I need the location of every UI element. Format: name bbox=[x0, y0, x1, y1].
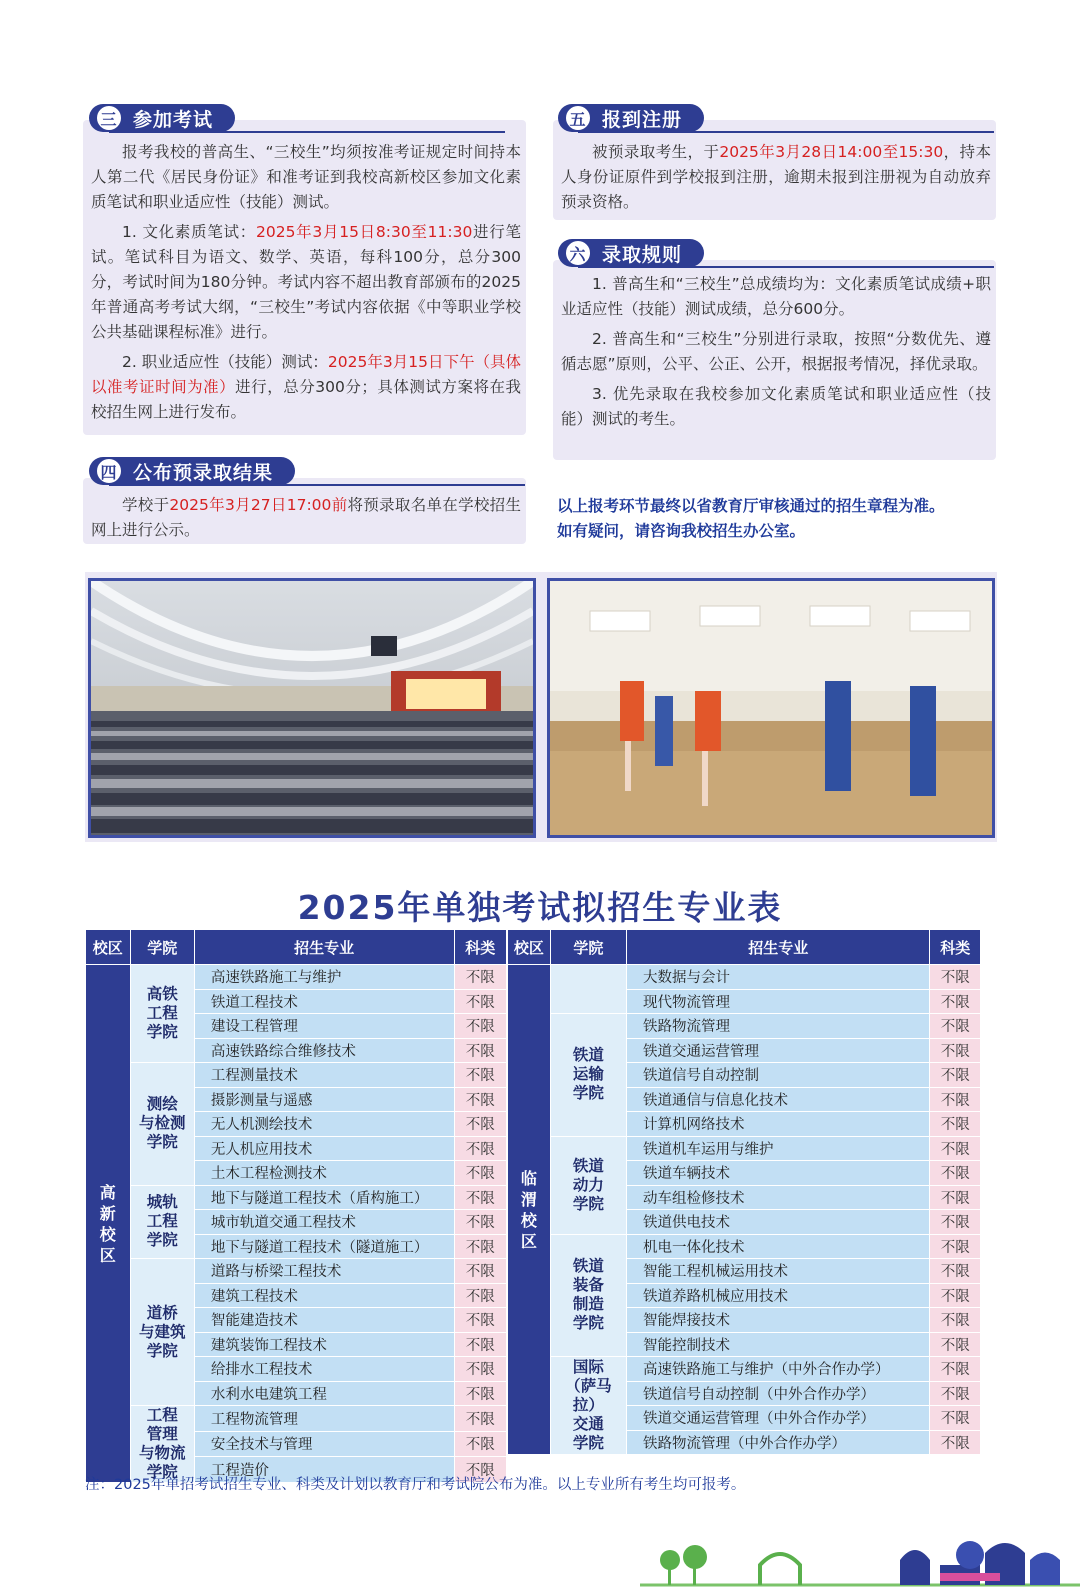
majors-table-right bbox=[507, 929, 981, 1455]
major-cell: 安全技术与管理 bbox=[194, 1431, 454, 1457]
header-kind: 科类 bbox=[454, 930, 506, 965]
major-cell: 无人机测绘技术 bbox=[194, 1112, 454, 1137]
major-cell: 铁道养路机械应用技术 bbox=[627, 1283, 930, 1308]
result-section-title bbox=[89, 456, 295, 486]
college-cell: 铁道 动力 学院 bbox=[550, 1136, 626, 1234]
major-cell: 铁道供电技术 bbox=[627, 1210, 930, 1235]
major-cell: 智能控制技术 bbox=[627, 1332, 930, 1357]
kind-cell: 不限 bbox=[454, 1210, 506, 1235]
major-cell: 智能工程机械运用技术 bbox=[627, 1259, 930, 1284]
section-title-text: 公布预录取结果 bbox=[133, 461, 274, 484]
majors-table-left bbox=[85, 929, 507, 1483]
table-row bbox=[86, 965, 507, 990]
kind-cell: 不限 bbox=[454, 1457, 506, 1483]
table-footnote: 注：2025年单招考试招生专业、科类及计划以教育厅和考试院公布为准。以上专业所有考生均可报考。 bbox=[85, 1477, 746, 1493]
college-cell: 铁道 运输 学院 bbox=[550, 1014, 626, 1137]
rules-paragraph-1: 1. 普高生和“三校生”总成绩均为：文化素质笔试成绩+职业适应性（技能）测试成绩，总分600分。 bbox=[561, 275, 991, 318]
kind-cell: 不限 bbox=[930, 1234, 981, 1259]
kind-cell: 不限 bbox=[930, 989, 981, 1014]
kind-cell: 不限 bbox=[930, 1381, 981, 1406]
major-cell: 给排水工程技术 bbox=[194, 1357, 454, 1382]
major-cell: 水利水电建筑工程 bbox=[194, 1381, 454, 1406]
contact-note-line-1: 以上报考环节最终以省教育厅审核通过的招生章程为准。 bbox=[557, 497, 945, 515]
table-row bbox=[86, 1259, 507, 1284]
major-cell: 土木工程检测技术 bbox=[194, 1161, 454, 1186]
exam-paragraph-skill: 2. 职业适应性（技能）测试：2025年3月15日下午（具体以准考证时间为准）进行，总分300分；具体测试方案将在我校招生网上进行发布。 bbox=[91, 353, 521, 421]
table-row bbox=[86, 1185, 507, 1210]
header-major: 招生专业 bbox=[194, 930, 454, 965]
major-cell: 建设工程管理 bbox=[194, 1014, 454, 1039]
kind-cell: 不限 bbox=[930, 1014, 981, 1039]
kind-cell: 不限 bbox=[930, 1087, 981, 1112]
exam-paragraph-written: 1. 文化素质笔试：2025年3月15日8:30至11:30进行笔试。笔试科目为语文、数学、英语，每科100分，总分300分，考试时间为180分钟。考试内容不超出教育部颁布的2025年普通高考考试大纲，“三校生”考试内容依据《中等职业学校公共基础课程标准》进行。 bbox=[91, 223, 521, 341]
table-row bbox=[508, 1014, 981, 1039]
major-cell: 铁道机车运用与维护 bbox=[627, 1136, 930, 1161]
table-row bbox=[508, 1136, 981, 1161]
exam-paragraph-intro: 报考我校的普高生、“三校生”均须按准考证规定时间持本人第二代《居民身份证》和准考证到我校高新校区参加文化素质笔试和职业适应性（技能）测试。 bbox=[91, 143, 521, 211]
section-number-badge: 五 bbox=[564, 104, 592, 132]
major-cell: 铁道通信与信息化技术 bbox=[627, 1087, 930, 1112]
major-cell: 铁路物流管理（中外合作办学） bbox=[627, 1430, 930, 1455]
section-number-badge: 三 bbox=[95, 104, 123, 132]
college-cell: 工程 管理 与物流 学院 bbox=[130, 1406, 194, 1483]
city-skyline-decoration bbox=[640, 1505, 1080, 1591]
kind-cell: 不限 bbox=[930, 1332, 981, 1357]
table-row bbox=[86, 1406, 507, 1432]
majors-table-title: 2025年单独考试拟招生专业表 bbox=[297, 888, 783, 927]
kind-cell: 不限 bbox=[454, 989, 506, 1014]
rules-paragraph-3: 3. 优先录取在我校参加文化素质笔试和职业适应性（技能）测试的考生。 bbox=[561, 385, 991, 428]
major-cell: 地下与隧道工程技术（隧道施工） bbox=[194, 1234, 454, 1259]
major-cell: 工程造价 bbox=[194, 1457, 454, 1483]
major-cell: 铁道交通运营管理（中外合作办学） bbox=[627, 1406, 930, 1431]
header-major: 招生专业 bbox=[627, 930, 930, 965]
kind-cell: 不限 bbox=[454, 1431, 506, 1457]
contact-note-line-2: 如有疑问，请咨询我校招生办公室。 bbox=[557, 522, 806, 540]
kind-cell: 不限 bbox=[930, 1357, 981, 1382]
college-cell: 测绘 与检测 学院 bbox=[130, 1063, 194, 1186]
section-title-text: 录取规则 bbox=[602, 243, 683, 266]
contact-note bbox=[557, 494, 997, 544]
table-row bbox=[86, 1063, 507, 1088]
table-row bbox=[508, 1234, 981, 1259]
hall-performance-photo bbox=[547, 578, 995, 838]
major-cell: 高速铁路综合维修技术 bbox=[194, 1038, 454, 1063]
major-cell: 铁道车辆技术 bbox=[627, 1161, 930, 1186]
major-cell: 机电一体化技术 bbox=[627, 1234, 930, 1259]
major-cell: 建筑装饰工程技术 bbox=[194, 1332, 454, 1357]
kind-cell: 不限 bbox=[930, 1112, 981, 1137]
section-title-text: 参加考试 bbox=[133, 108, 214, 131]
campus-cell: 高 新 校 区 bbox=[86, 965, 131, 1483]
major-cell: 建筑工程技术 bbox=[194, 1283, 454, 1308]
college-cell: 高铁 工程 学院 bbox=[130, 965, 194, 1063]
header-kind: 科类 bbox=[930, 930, 981, 965]
major-cell: 大数据与会计 bbox=[627, 965, 930, 990]
kind-cell: 不限 bbox=[454, 1087, 506, 1112]
kind-cell: 不限 bbox=[454, 1283, 506, 1308]
kind-cell: 不限 bbox=[454, 1381, 506, 1406]
exam-section-text bbox=[91, 140, 521, 425]
kind-cell: 不限 bbox=[930, 1185, 981, 1210]
major-cell: 铁道信号自动控制（中外合作办学） bbox=[627, 1381, 930, 1406]
kind-cell: 不限 bbox=[930, 1430, 981, 1455]
result-section-text bbox=[91, 493, 521, 543]
college-cell: 国际 （萨马拉） 交通 学院 bbox=[550, 1357, 626, 1455]
college-cell: 城轨 工程 学院 bbox=[130, 1185, 194, 1259]
section-number-badge: 六 bbox=[564, 239, 592, 267]
rules-section-text bbox=[561, 272, 991, 432]
table-row bbox=[508, 965, 981, 990]
header-campus: 校区 bbox=[508, 930, 551, 965]
exam-section-title bbox=[89, 103, 235, 133]
kind-cell: 不限 bbox=[454, 1014, 506, 1039]
kind-cell: 不限 bbox=[454, 1112, 506, 1137]
kind-cell: 不限 bbox=[454, 1161, 506, 1186]
major-cell: 道路与桥梁工程技术 bbox=[194, 1259, 454, 1284]
kind-cell: 不限 bbox=[454, 965, 506, 990]
major-cell: 智能建造技术 bbox=[194, 1308, 454, 1333]
kind-cell: 不限 bbox=[930, 1038, 981, 1063]
major-cell: 工程测量技术 bbox=[194, 1063, 454, 1088]
major-cell: 现代物流管理 bbox=[627, 989, 930, 1014]
college-cell bbox=[550, 965, 626, 1014]
rules-section-title bbox=[558, 238, 704, 268]
major-cell: 无人机应用技术 bbox=[194, 1136, 454, 1161]
kind-cell: 不限 bbox=[454, 1406, 506, 1432]
header-college: 学院 bbox=[550, 930, 626, 965]
kind-cell: 不限 bbox=[930, 1136, 981, 1161]
college-cell: 铁道 装备 制造 学院 bbox=[550, 1234, 626, 1357]
major-cell: 地下与隧道工程技术（盾构施工） bbox=[194, 1185, 454, 1210]
rules-paragraph-2: 2. 普高生和“三校生”分别进行录取，按照“分数优先、遵循志愿”原则，公平、公正、公开，根据报考情况，择优录取。 bbox=[561, 330, 991, 373]
result-paragraph: 学校于2025年3月27日17:00前将预录取名单在学校招生网上进行公示。 bbox=[91, 496, 521, 539]
header-campus: 校区 bbox=[86, 930, 131, 965]
kind-cell: 不限 bbox=[454, 1357, 506, 1382]
kind-cell: 不限 bbox=[454, 1063, 506, 1088]
kind-cell: 不限 bbox=[930, 1161, 981, 1186]
major-cell: 动车组检修技术 bbox=[627, 1185, 930, 1210]
major-cell: 铁道交通运营管理 bbox=[627, 1038, 930, 1063]
kind-cell: 不限 bbox=[454, 1308, 506, 1333]
campus-cell: 临 渭 校 区 bbox=[508, 965, 551, 1455]
major-cell: 摄影测量与遥感 bbox=[194, 1087, 454, 1112]
header-college: 学院 bbox=[130, 930, 194, 965]
major-cell: 铁道信号自动控制 bbox=[627, 1063, 930, 1088]
major-cell: 铁道工程技术 bbox=[194, 989, 454, 1014]
kind-cell: 不限 bbox=[930, 1406, 981, 1431]
college-cell: 道桥 与建筑 学院 bbox=[130, 1259, 194, 1406]
kind-cell: 不限 bbox=[454, 1038, 506, 1063]
auditorium-photo bbox=[88, 578, 536, 838]
section-title-text: 报到注册 bbox=[602, 108, 683, 131]
kind-cell: 不限 bbox=[930, 1063, 981, 1088]
kind-cell: 不限 bbox=[930, 1210, 981, 1235]
section-number-badge: 四 bbox=[95, 457, 123, 485]
kind-cell: 不限 bbox=[454, 1234, 506, 1259]
major-cell: 高速铁路施工与维护 bbox=[194, 965, 454, 990]
major-cell: 智能焊接技术 bbox=[627, 1308, 930, 1333]
kind-cell: 不限 bbox=[454, 1332, 506, 1357]
register-paragraph: 被预录取考生，于2025年3月28日14:00至15:30，持本人身份证原件到学校报到注册，逾期未报到注册视为自动放弃预录资格。 bbox=[561, 143, 991, 211]
major-cell: 计算机网络技术 bbox=[627, 1112, 930, 1137]
major-cell: 高速铁路施工与维护（中外合作办学） bbox=[627, 1357, 930, 1382]
kind-cell: 不限 bbox=[930, 1308, 981, 1333]
register-section-title bbox=[558, 103, 704, 133]
major-cell: 铁路物流管理 bbox=[627, 1014, 930, 1039]
major-cell: 城市轨道交通工程技术 bbox=[194, 1210, 454, 1235]
kind-cell: 不限 bbox=[454, 1136, 506, 1161]
table-row bbox=[508, 1357, 981, 1382]
major-cell: 工程物流管理 bbox=[194, 1406, 454, 1432]
kind-cell: 不限 bbox=[930, 1259, 981, 1284]
kind-cell: 不限 bbox=[454, 1185, 506, 1210]
kind-cell: 不限 bbox=[454, 1259, 506, 1284]
kind-cell: 不限 bbox=[930, 965, 981, 990]
register-section-text bbox=[561, 140, 991, 215]
kind-cell: 不限 bbox=[930, 1283, 981, 1308]
